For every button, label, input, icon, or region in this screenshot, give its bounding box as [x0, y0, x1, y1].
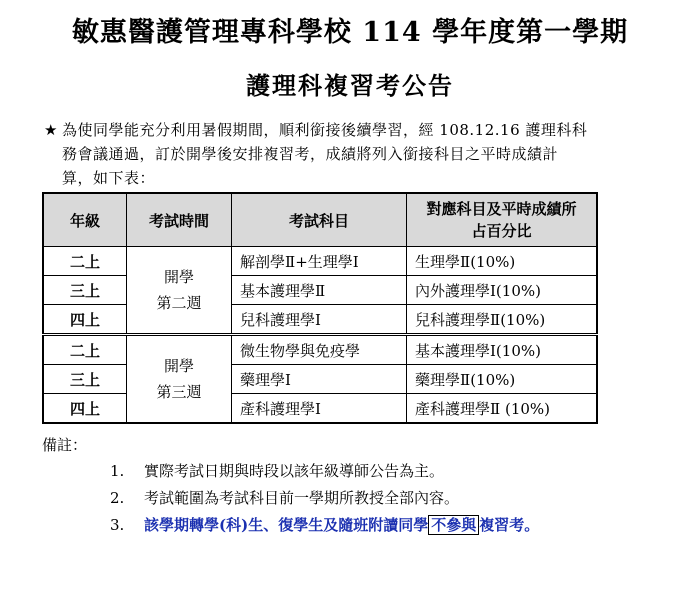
table-row [43, 305, 597, 335]
intro-line-3: 算，如下表： [62, 169, 156, 187]
exam-time-cell-week3 [127, 335, 232, 424]
note-text: 考試範圍為考試科目前一學期所教授全部內容。 [144, 489, 460, 507]
corr-cell: 基本護理學Ⅰ(10%) [407, 335, 598, 365]
time-line-1: 開學 [163, 357, 194, 375]
table-row [43, 365, 597, 394]
header-exam-subject: 考試科目 [232, 193, 407, 247]
grade-cell: 三上 [43, 276, 127, 305]
subject-cell: 微生物學與免疫學 [232, 335, 407, 365]
star-icon: ★ [44, 121, 58, 139]
header-exam-time: 考試時間 [127, 193, 232, 247]
note-number: 1. [110, 462, 125, 480]
corr-cell: 兒科護理學Ⅱ(10%) [407, 305, 598, 335]
intro-line-1 [44, 118, 664, 142]
time-line-2: 第二週 [156, 294, 202, 312]
note-text-after: 複習考。 [479, 516, 540, 534]
grade-cell: 四上 [43, 394, 127, 424]
note-item-highlight [110, 512, 539, 539]
table-row [43, 247, 597, 276]
subject-cell: 兒科護理學Ⅰ [232, 305, 407, 335]
grade-cell: 三上 [43, 365, 127, 394]
time-line-1: 開學 [163, 268, 194, 286]
subject-cell: 藥理學Ⅰ [232, 365, 407, 394]
header-corr-line-1: 對應科目及平時成績所 [426, 200, 577, 218]
notes-label: 備註： [42, 436, 88, 454]
subject-cell: 產科護理學Ⅰ [232, 394, 407, 424]
note-text-before: 該學期轉學(科)生、復學生及隨班附讀同學 [144, 516, 429, 534]
table-row [43, 335, 597, 365]
note-item [110, 485, 539, 512]
table-row [43, 276, 597, 305]
exam-time-cell-week2 [127, 247, 232, 335]
time-line-2: 第三週 [156, 383, 202, 401]
page-title: 敏惠醫護管理專科學校 114 學年度第一學期 [71, 17, 629, 48]
note-number: 3. [110, 516, 125, 534]
grade-cell: 二上 [43, 335, 127, 365]
corr-cell: 產科護理學Ⅱ (10%) [407, 394, 598, 424]
intro-text-1: 為使同學能充分利用暑假期間，順利銜接後續學習，經 108.12.16 護理科科 [62, 121, 588, 139]
note-text-boxed: 不參與 [428, 515, 479, 535]
exam-schedule-table [42, 192, 598, 424]
notes-list [110, 458, 539, 539]
subject-cell: 基本護理學Ⅱ [232, 276, 407, 305]
header-grade: 年級 [43, 193, 127, 247]
table-header-row [43, 193, 597, 247]
table-row [43, 394, 597, 424]
header-corresponding-subject [407, 193, 598, 247]
intro-line-2: 務會議通過，訂於開學後安排複習考，成績將列入銜接科目之平時成績計 [62, 145, 559, 163]
note-number: 2. [110, 489, 125, 507]
header-corr-line-2: 占百分比 [471, 222, 532, 240]
corr-cell: 內外護理學Ⅰ(10%) [407, 276, 598, 305]
note-item [110, 458, 539, 485]
corr-cell: 藥理學Ⅱ(10%) [407, 365, 598, 394]
grade-cell: 二上 [43, 247, 127, 276]
intro-paragraph [44, 118, 664, 190]
page-subtitle: 護理科複習考公告 [246, 71, 454, 100]
note-text: 實際考試日期與時段以該年級導師公告為主。 [144, 462, 445, 480]
corr-cell: 生理學Ⅱ(10%) [407, 247, 598, 276]
subject-cell: 解剖學Ⅱ+生理學Ⅰ [232, 247, 407, 276]
grade-cell: 四上 [43, 305, 127, 335]
